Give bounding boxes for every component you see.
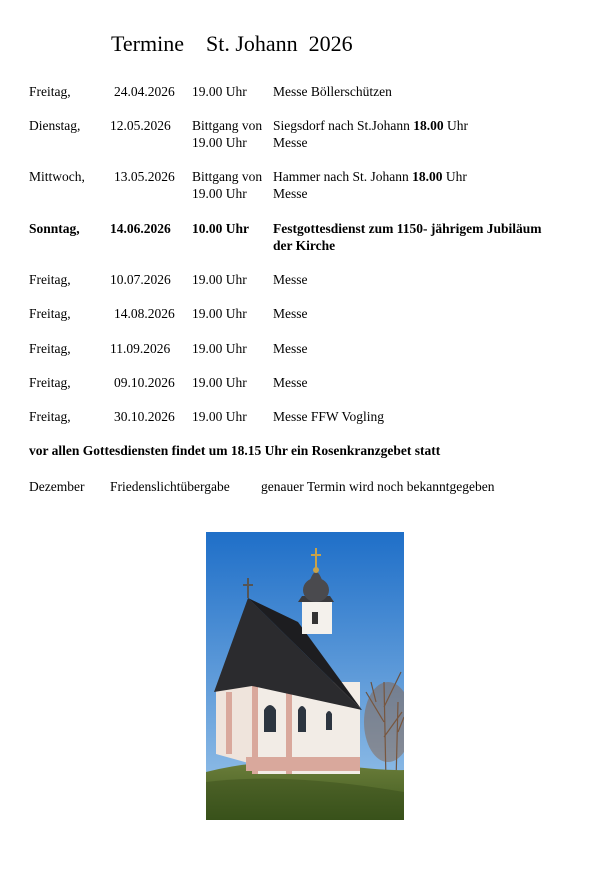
event-time: 10.00 Uhr [192,221,249,236]
event-date: 12.05.2026 [110,118,171,133]
event-description [273,168,467,185]
event-description-secondary: der Kirche [273,238,336,253]
event-description-time: 18.00 [412,169,443,184]
event-date: 30.10.2026 [114,409,175,424]
event-day: Freitag, [29,272,71,287]
event-description: Messe [273,272,308,287]
event-description-tail: Uhr [446,118,468,133]
event-day: Freitag, [29,409,71,424]
event-description-time: 18.00 [413,118,444,133]
event-date: 11.09.2026 [110,341,171,356]
event-day: Freitag, [29,375,71,390]
event-description: Messe [273,306,308,321]
event-description: Festgottesdienst zum 1150- jährigem Jubiläum [273,221,542,236]
event-time: 19.00 Uhr [192,375,247,390]
rosary-note: vor allen Gottesdiensten findet um 18.15 Uhr ein Rosenkranzgebet statt [29,443,441,458]
event-time: 19.00 Uhr [192,84,247,99]
event-date: 14.08.2026 [114,306,175,321]
december-event: Friedenslichtübergabe [110,479,230,494]
event-description-tail: Uhr [445,169,467,184]
event-date: 09.10.2026 [114,375,175,390]
event-day: Freitag, [29,306,71,321]
event-day: Freitag, [29,84,71,99]
page-title: Termine St. Johann 2026 [111,31,353,56]
event-time: Bittgang von [192,118,263,133]
event-description: Messe FFW Vogling [273,409,385,424]
event-time: 19.00 Uhr [192,409,247,424]
event-description-text: Hammer nach St. Johann [273,169,409,184]
december-info: genauer Termin wird noch bekanntgegeben [261,479,495,494]
event-date: 13.05.2026 [114,169,175,184]
event-description-secondary: Messe [273,135,308,150]
event-date: 24.04.2026 [114,84,175,99]
event-time: 19.00 Uhr [192,306,247,321]
event-description-secondary: Messe [273,186,308,201]
event-description: Messe [273,341,308,356]
event-day: Freitag, [29,341,71,356]
event-time-secondary: 19.00 Uhr [192,135,247,150]
december-month: Dezember [29,479,85,494]
event-day: Dienstag, [29,118,81,133]
event-day: Sonntag, [29,221,80,236]
event-description: Messe Böllerschützen [273,84,392,99]
event-description [273,117,468,134]
event-date: 14.06.2026 [110,221,171,236]
event-time: Bittgang von [192,169,263,184]
event-description: Messe [273,375,308,390]
event-time-secondary: 19.00 Uhr [192,186,247,201]
event-date: 10.07.2026 [110,272,171,287]
chapel-photo [206,532,404,820]
event-time: 19.00 Uhr [192,272,247,287]
event-description-text: Siegsdorf nach St.Johann [273,118,410,133]
event-time: 19.00 Uhr [192,341,247,356]
event-day: Mittwoch, [29,169,85,184]
